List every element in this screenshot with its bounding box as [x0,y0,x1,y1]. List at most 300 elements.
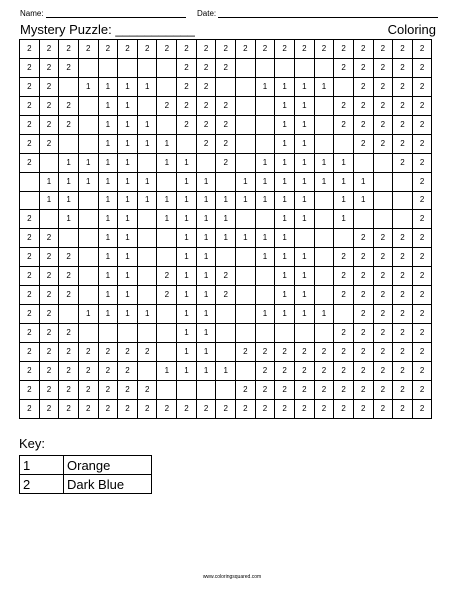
grid-cell [216,172,236,191]
grid-cell: 1 [196,324,216,343]
grid-cell: 2 [20,96,40,115]
grid-cell [78,96,98,115]
grid-cell: 2 [393,134,413,153]
grid-cell [294,324,314,343]
grid-cell: 2 [177,77,197,96]
grid-cell: 2 [78,343,98,362]
grid-cell [275,324,295,343]
page-title: Mystery Puzzle: ___________ [20,22,195,37]
grid-cell: 2 [412,77,432,96]
grid-cell [39,153,59,172]
grid-cell: 2 [294,40,314,59]
key-row [20,475,152,494]
grid-cell: 1 [137,305,157,324]
grid-cell: 2 [412,96,432,115]
grid-cell: 2 [20,286,40,305]
grid-cell: 2 [412,248,432,267]
grid-cell [39,210,59,229]
grid-cell [314,210,334,229]
grid-cell: 1 [98,96,118,115]
grid-cell [59,77,79,96]
grid-cell: 2 [393,324,413,343]
grid-row [20,191,432,210]
grid-cell: 2 [78,40,98,59]
grid-cell: 2 [78,399,98,418]
grid-cell: 2 [393,153,413,172]
grid-cell [78,191,98,210]
grid-cell: 2 [314,399,334,418]
grid-cell: 1 [255,172,275,191]
grid-cell: 2 [39,248,59,267]
grid-cell: 2 [177,399,197,418]
grid-cell: 1 [177,324,197,343]
grid-cell: 2 [39,77,59,96]
grid-cell: 2 [353,361,373,380]
grid-cell [157,172,177,191]
grid-cell: 1 [294,248,314,267]
grid-row [20,248,432,267]
grid-cell: 1 [275,286,295,305]
grid-cell: 2 [118,40,138,59]
grid-cell: 1 [275,229,295,248]
grid-cell [255,96,275,115]
grid-cell: 2 [353,399,373,418]
grid-cell [314,267,334,286]
grid-cell: 2 [196,58,216,77]
grid-cell: 1 [353,172,373,191]
grid-cell: 2 [393,380,413,399]
grid-cell: 2 [216,267,236,286]
grid-cell: 2 [275,380,295,399]
grid-cell: 2 [20,267,40,286]
grid-cell: 2 [294,343,314,362]
grid-cell: 1 [275,172,295,191]
grid-row [20,210,432,229]
grid-cell [314,248,334,267]
grid-cell [393,191,413,210]
grid-cell: 1 [59,172,79,191]
grid-cell: 2 [59,40,79,59]
grid-cell: 1 [39,172,59,191]
key-color: Dark Blue [64,475,152,494]
grid-row [20,324,432,343]
grid-cell: 2 [20,324,40,343]
grid-cell: 1 [118,229,138,248]
grid-cell: 2 [59,399,79,418]
footer-url: www.coloringsquared.com [202,574,262,580]
grid-cell: 2 [412,343,432,362]
grid-cell: 1 [177,361,197,380]
grid-cell [78,134,98,153]
grid-cell: 1 [196,229,216,248]
grid-cell: 1 [137,134,157,153]
grid-cell: 2 [39,229,59,248]
grid-cell: 2 [373,229,393,248]
grid-cell: 2 [412,361,432,380]
grid-row [20,77,432,96]
grid-cell [59,229,79,248]
grid-cell [177,134,197,153]
grid-cell: 1 [275,191,295,210]
grid-cell [236,286,256,305]
grid-cell: 2 [353,115,373,134]
grid-cell: 2 [294,380,314,399]
grid-cell: 2 [118,399,138,418]
grid-cell: 2 [157,286,177,305]
grid-row [20,115,432,134]
grid-cell [334,229,354,248]
grid-cell: 2 [334,115,354,134]
grid-cell: 1 [236,172,256,191]
grid-cell: 2 [393,267,413,286]
grid-cell: 1 [177,229,197,248]
grid-cell [314,134,334,153]
grid-cell: 1 [118,267,138,286]
grid-cell: 2 [334,267,354,286]
grid-row [20,134,432,153]
grid-cell: 1 [177,210,197,229]
grid-cell: 1 [157,361,177,380]
grid-cell: 1 [118,153,138,172]
grid-cell: 2 [59,267,79,286]
grid-cell: 2 [353,267,373,286]
grid-cell: 2 [393,229,413,248]
grid-cell [137,210,157,229]
grid-cell: 1 [334,172,354,191]
grid-cell [236,210,256,229]
grid-cell [216,305,236,324]
key-title: Key: [19,436,46,451]
key-number: 1 [20,456,64,475]
grid-cell: 2 [20,361,40,380]
grid-cell: 2 [59,58,79,77]
grid-cell [314,58,334,77]
grid-cell: 2 [412,153,432,172]
grid-cell: 2 [137,343,157,362]
grid-cell [196,153,216,172]
grid-cell: 2 [137,380,157,399]
grid-cell: 2 [294,361,314,380]
grid-cell: 2 [177,115,197,134]
grid-cell [20,172,40,191]
grid-cell [373,210,393,229]
grid-cell: 2 [177,40,197,59]
grid-cell: 2 [39,58,59,77]
grid-cell: 2 [373,267,393,286]
grid-cell: 2 [59,361,79,380]
grid-cell: 2 [255,361,275,380]
grid-cell: 2 [373,248,393,267]
grid-cell: 2 [20,134,40,153]
grid-cell [255,134,275,153]
grid-cell: 2 [236,399,256,418]
grid-row [20,361,432,380]
grid-cell [314,115,334,134]
grid-cell: 1 [314,77,334,96]
grid-cell [78,210,98,229]
puzzle-grid-container [19,39,432,419]
grid-cell: 2 [39,361,59,380]
grid-cell [236,134,256,153]
grid-cell [314,96,334,115]
grid-cell: 1 [334,153,354,172]
grid-cell: 2 [412,324,432,343]
grid-cell: 2 [255,40,275,59]
grid-cell: 1 [294,77,314,96]
grid-cell [216,380,236,399]
puzzle-grid [19,39,432,419]
grid-cell: 2 [393,40,413,59]
grid-cell: 1 [275,267,295,286]
grid-cell: 2 [334,361,354,380]
grid-cell: 1 [196,343,216,362]
grid-cell: 1 [294,153,314,172]
grid-cell: 2 [118,361,138,380]
grid-cell [78,324,98,343]
grid-cell: 2 [59,96,79,115]
grid-cell: 2 [373,361,393,380]
grid-cell: 1 [98,267,118,286]
grid-cell [236,324,256,343]
grid-cell: 1 [275,115,295,134]
grid-cell: 2 [98,343,118,362]
grid-row [20,267,432,286]
grid-cell: 2 [39,40,59,59]
grid-cell: 1 [294,210,314,229]
grid-cell: 1 [118,286,138,305]
grid-cell: 1 [294,134,314,153]
grid-cell: 1 [78,172,98,191]
grid-cell: 2 [255,343,275,362]
grid-cell: 2 [39,115,59,134]
grid-cell: 2 [412,172,432,191]
grid-cell [236,305,256,324]
grid-cell: 2 [137,399,157,418]
grid-cell: 2 [353,248,373,267]
grid-cell: 2 [393,248,413,267]
grid-cell: 2 [373,58,393,77]
grid-cell: 2 [412,115,432,134]
grid-cell: 2 [216,286,236,305]
grid-cell: 1 [255,248,275,267]
grid-cell: 2 [20,248,40,267]
grid-cell: 1 [216,191,236,210]
grid-cell: 2 [393,115,413,134]
grid-cell: 2 [196,77,216,96]
grid-cell: 2 [412,267,432,286]
grid-cell: 1 [275,77,295,96]
grid-cell: 1 [118,115,138,134]
grid-cell [314,229,334,248]
grid-row [20,96,432,115]
grid-cell: 2 [20,77,40,96]
grid-cell: 2 [334,399,354,418]
grid-cell: 2 [393,343,413,362]
grid-row [20,153,432,172]
grid-cell: 2 [334,58,354,77]
grid-cell: 1 [59,191,79,210]
grid-cell: 2 [59,115,79,134]
grid-cell: 1 [78,153,98,172]
grid-cell [236,153,256,172]
grid-cell [314,286,334,305]
grid-cell [236,361,256,380]
grid-cell [78,267,98,286]
grid-cell: 2 [39,399,59,418]
grid-cell: 1 [59,210,79,229]
grid-cell: 2 [20,343,40,362]
grid-cell [196,380,216,399]
grid-cell: 1 [294,286,314,305]
grid-cell: 2 [20,210,40,229]
grid-cell: 2 [78,380,98,399]
grid-cell: 1 [275,305,295,324]
grid-cell: 1 [118,172,138,191]
grid-cell: 1 [98,191,118,210]
grid-cell: 2 [20,229,40,248]
grid-cell [59,134,79,153]
grid-cell: 2 [196,399,216,418]
grid-cell [59,305,79,324]
grid-cell: 1 [98,172,118,191]
grid-cell: 1 [118,134,138,153]
name-field [20,9,186,18]
grid-row [20,229,432,248]
grid-cell: 2 [353,286,373,305]
grid-cell: 2 [373,305,393,324]
grid-cell: 1 [177,267,197,286]
grid-cell [255,115,275,134]
grid-cell: 2 [412,210,432,229]
grid-cell [137,96,157,115]
grid-cell [216,343,236,362]
grid-cell [255,58,275,77]
grid-cell: 1 [177,248,197,267]
grid-cell: 2 [412,40,432,59]
grid-cell: 2 [236,380,256,399]
grid-cell: 1 [98,115,118,134]
grid-cell [157,380,177,399]
grid-cell: 2 [39,96,59,115]
grid-cell [236,115,256,134]
grid-cell [118,58,138,77]
grid-cell: 1 [137,77,157,96]
grid-cell: 2 [353,305,373,324]
grid-cell: 2 [373,286,393,305]
grid-cell [157,343,177,362]
grid-cell: 1 [294,191,314,210]
grid-cell [255,324,275,343]
grid-cell: 2 [118,343,138,362]
grid-cell: 2 [353,40,373,59]
grid-cell: 2 [118,380,138,399]
grid-cell: 1 [98,305,118,324]
grid-cell: 2 [353,343,373,362]
grid-cell: 2 [20,58,40,77]
grid-cell: 2 [314,380,334,399]
grid-cell: 2 [373,324,393,343]
grid-cell: 1 [118,77,138,96]
grid-cell: 2 [412,134,432,153]
grid-cell: 1 [196,191,216,210]
grid-cell: 2 [236,343,256,362]
key-row [20,456,152,475]
grid-cell: 2 [275,361,295,380]
grid-cell: 2 [373,380,393,399]
page-subtitle: Coloring [387,22,436,37]
grid-cell: 1 [196,172,216,191]
grid-cell: 1 [275,96,295,115]
grid-cell: 2 [20,40,40,59]
grid-cell: 1 [294,267,314,286]
grid-cell: 2 [314,40,334,59]
grid-cell: 1 [294,96,314,115]
grid-cell: 1 [39,191,59,210]
grid-cell [255,286,275,305]
grid-cell: 1 [353,191,373,210]
grid-cell: 2 [216,115,236,134]
grid-cell: 2 [373,77,393,96]
grid-cell: 1 [255,153,275,172]
grid-cell: 2 [39,343,59,362]
grid-cell: 1 [294,115,314,134]
grid-cell [236,248,256,267]
grid-cell: 1 [314,153,334,172]
grid-cell: 2 [20,399,40,418]
grid-cell: 2 [196,115,216,134]
grid-cell: 2 [59,324,79,343]
grid-cell: 2 [39,380,59,399]
key-number: 2 [20,475,64,494]
grid-cell [157,324,177,343]
grid-cell: 2 [373,115,393,134]
grid-cell [314,324,334,343]
grid-cell: 2 [294,399,314,418]
grid-cell: 2 [353,96,373,115]
grid-cell: 1 [216,210,236,229]
grid-cell: 1 [216,229,236,248]
grid-cell [294,229,314,248]
grid-cell: 2 [393,96,413,115]
grid-cell: 2 [412,305,432,324]
grid-cell: 1 [157,153,177,172]
grid-cell: 1 [177,153,197,172]
grid-cell: 1 [196,248,216,267]
grid-cell: 1 [196,361,216,380]
grid-cell: 2 [196,134,216,153]
grid-cell [157,229,177,248]
grid-cell: 1 [196,267,216,286]
grid-cell: 2 [393,399,413,418]
grid-cell: 1 [98,153,118,172]
grid-cell: 2 [137,40,157,59]
grid-cell: 1 [255,229,275,248]
grid-cell: 1 [157,191,177,210]
grid-cell: 1 [177,305,197,324]
grid-cell: 2 [412,229,432,248]
grid-cell: 1 [157,210,177,229]
grid-cell: 2 [334,96,354,115]
grid-cell [137,324,157,343]
grid-cell [275,58,295,77]
grid-cell: 1 [196,305,216,324]
grid-cell: 2 [157,96,177,115]
grid-cell [157,58,177,77]
grid-cell [137,248,157,267]
grid-cell: 2 [373,399,393,418]
grid-cell [157,115,177,134]
grid-cell: 2 [412,286,432,305]
